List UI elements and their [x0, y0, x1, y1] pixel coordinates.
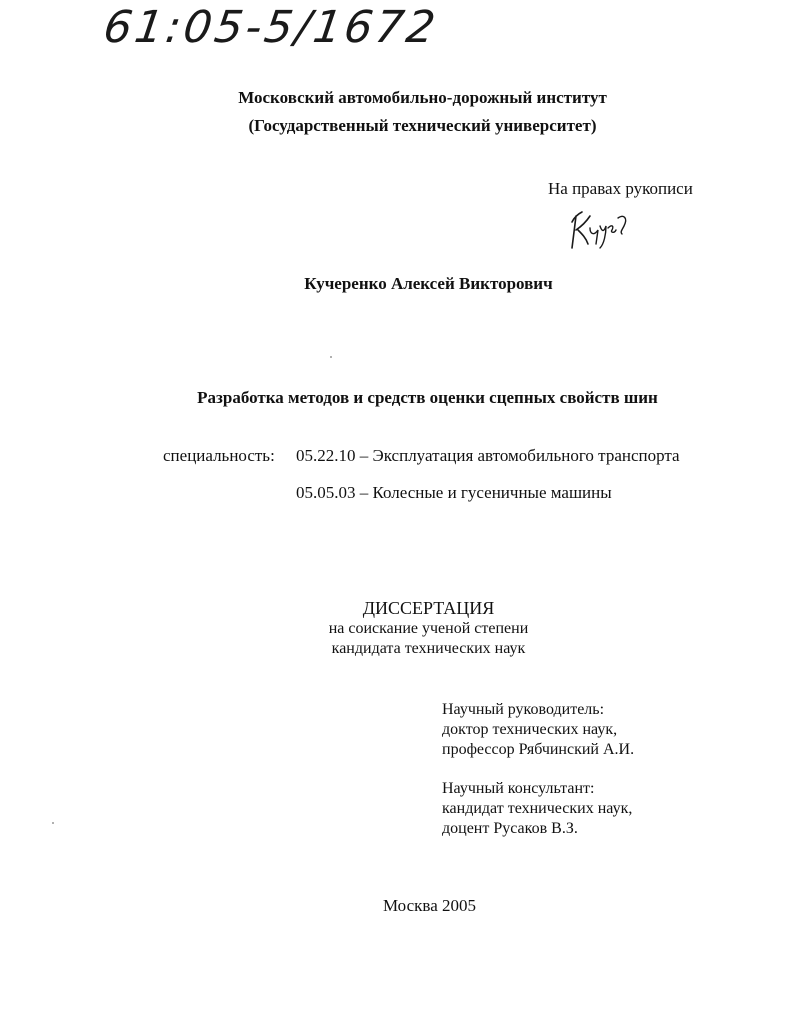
institute-name: Московский автомобильно-дорожный институт [238, 88, 607, 107]
specialty-item: 05.22.10 – Эксплуатация автомобильного транспорта [296, 446, 680, 465]
signature-icon [566, 204, 636, 250]
consultant-degree: кандидат технических наук, [442, 800, 633, 817]
handwritten-archive-number: 61:05-5/1672 [100, 2, 442, 53]
specialty-label: специальность: [163, 446, 275, 465]
degree-line: кандидата технических наук [331, 640, 526, 657]
dissertation-title: Разработка методов и средств оценки сцепных свойств шин [197, 388, 658, 407]
supervisor-name: профессор Рябчинский А.И. [442, 741, 635, 758]
institute-subtitle: (Государственный технический университет) [248, 116, 597, 135]
consultant-name: доцент Русаков В.З. [442, 820, 578, 837]
supervisor-degree: доктор технических наук, [442, 721, 618, 738]
consultant-role: Научный консультант: [442, 780, 595, 797]
degree-line: на соискание ученой степени [328, 620, 529, 637]
rights-note: На правах рукописи [548, 179, 693, 198]
author-name: Кучеренко Алексей Викторович [304, 274, 553, 293]
dissertation-heading: ДИССЕРТАЦИЯ [362, 598, 495, 618]
scan-speck [52, 822, 54, 824]
supervisor-role: Научный руководитель: [442, 701, 605, 718]
city-year: Москва 2005 [382, 896, 477, 915]
scan-speck [330, 356, 332, 358]
specialty-item: 05.05.03 – Колесные и гусеничные машины [296, 483, 612, 502]
